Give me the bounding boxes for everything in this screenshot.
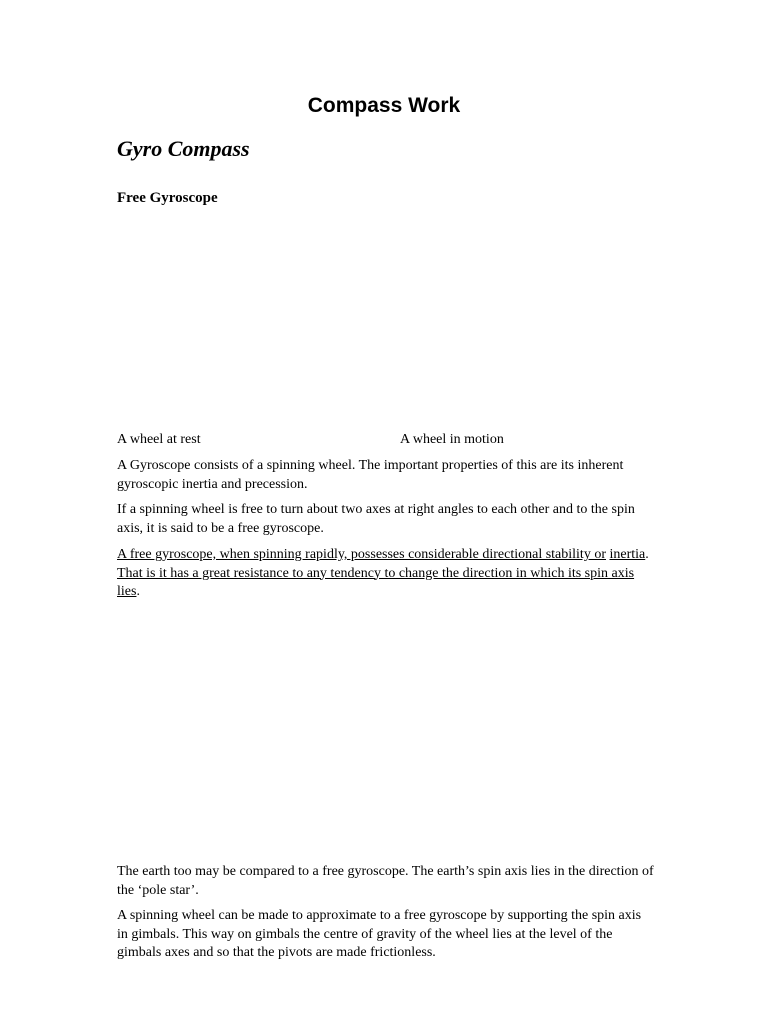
caption-wheel-in-motion: A wheel in motion [400, 432, 504, 447]
caption-wheel-at-rest: A wheel at rest [117, 432, 201, 447]
subheading: Free Gyroscope [117, 190, 218, 206]
wheel-diagram-area [117, 215, 655, 425]
paragraph-gimbals: A spinning wheel can be made to approximate to a free gyroscope by supporting the spin axis in gimbals. This way on gimbals the centre of gravity of the wheel lies at the level of the gimbals axes and so that the pivots are made frictionless. [117, 908, 642, 960]
page-title: Compass Work [307, 94, 461, 117]
underlined-text: A free gyroscope, when spinning rapidly, possesses considerable directional stability or [117, 547, 606, 562]
paragraph-gyroscope-definition: A Gyroscope consists of a spinning wheel. The important properties of this are its inherent gyroscopic inertia and precession. [117, 458, 624, 492]
underlined-text: inertia [609, 547, 646, 562]
plain-text: . [136, 584, 140, 599]
paragraph-directional-stability [117, 546, 655, 602]
plain-text: . [645, 547, 649, 562]
paragraph-free-gyroscope: If a spinning wheel is free to turn about two axes at right angles to each other and to the spin axis, it is said to be a free gyroscope. [117, 502, 635, 536]
section-heading: Gyro Compass [117, 136, 250, 161]
gyroscope-diagram-area [117, 605, 655, 855]
paragraph-earth-gyroscope: The earth too may be compared to a free gyroscope. The earth’s spin axis lies in the direction of the ‘pole star’. [117, 864, 654, 898]
underlined-text: That is it has a great resistance to any tendency to change the direction in which its spin axis lies [117, 565, 635, 599]
